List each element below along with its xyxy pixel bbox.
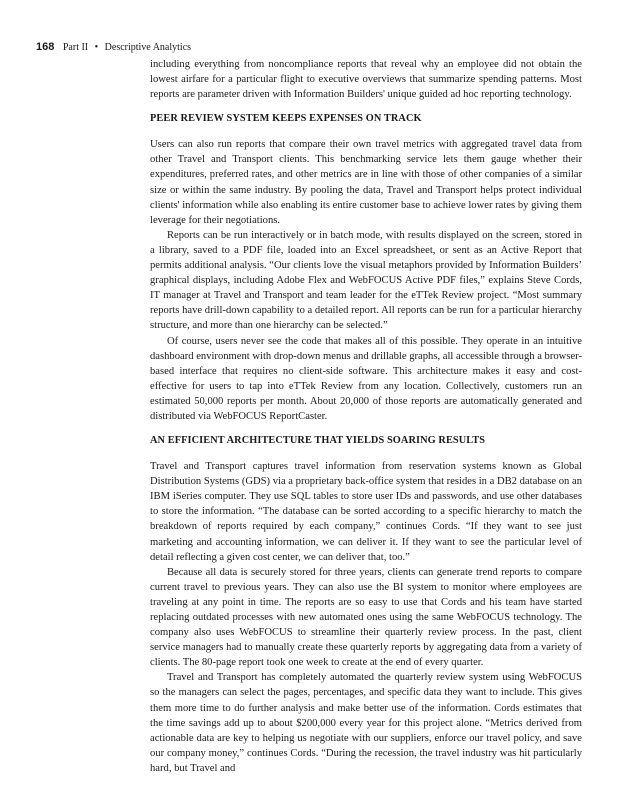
page-body [150, 57, 582, 776]
intro-paragraph: including everything from noncompliance reports that reveal why an employee did not obtain the lowest airfare for a particular flight to executive overviews that summarize spending patterns. Most reports are parameter driven with Information Builders' unique guided ad hoc reporting technology. [150, 59, 582, 101]
running-head [36, 40, 191, 55]
running-head-separator: • [94, 42, 99, 53]
part-label: Part II [62, 42, 89, 53]
paragraph: Travel and Transport captures travel information from reservation systems known as Global Distribution Systems (GDS) via a proprietary back-office system that resides in a DB2 database on an IBM iSeries computer. They use SQL tables to store user IDs and passwords, and use other databases to store the information. “The database can be sorted according to a specific hierarchy to match the breakdown of reports required by each company,” continues Cords. “If they want to see just marketing and accounting information, we can deliver it. If they want to see the particular level of detail reflecting a given cost center, we can deliver that, too.” [150, 461, 582, 563]
paragraph: Users can also run reports that compare their own travel metrics with aggregated travel data from other Travel and Transport clients. This benchmarking service lets them gauge whether their expenditures, preferred rates, and other metrics are in line with those of other companies of a similar size or within the same industry. By pooling the data, Travel and Transport helps protect individual clients' information while also enabling its entire customer base to achieve lower rates by giving them leverage for their negotiations. [150, 139, 582, 226]
section-heading-peer-review: PEER REVIEW SYSTEM KEEPS EXPENSES ON TRACK [150, 113, 422, 125]
paragraph: Of course, users never see the code that makes all of this possible. They operate in an intuitive dashboard environment with drop-down menus and drillable graphs, all accessible through a browser-based interface that requires no client-side software. This architecture makes it easy and cost-effective for users to tap into eTTek Review from any location. Collectively, customers run an estimated 50,000 reports per month. About 20,000 of those reports are automatically generated and distributed via WebFOCUS ReportCaster. [150, 335, 582, 422]
paragraph: Travel and Transport has completely automated the quarterly review system using WebFOCUS so the managers can select the pages, percentages, and specific data they want to include. This gives them more time to do further analysis and make better use of the information. Cords estimates that the time savings add up to about $200,000 every year for this project alone. “Metrics derived from actionable data are key to helping us negotiate with our suppliers, enforce our travel policy, and save our company money,” continues Cords. “During the recession, the travel industry was hit particularly hard, but Travel and [150, 672, 582, 774]
page-number: 168 [36, 41, 55, 53]
paragraph: Reports can be run interactively or in batch mode, with results displayed on the screen, stored in a library, saved to a PDF file, loaded into an Excel spreadsheet, or sent as an Active Report that permits additional analysis. “Our clients love the visual metaphors provided by Information Builders’ graphical displays, including Adobe Flex and WebFOCUS Active PDF files,” explains Steve Cords, IT manager at Travel and Transport and team leader for the eTTek Review project. “Most summary reports have drill-down capability to a detailed report. All reports can be run for a particular hierarchy structure, and more than one hierarchy can be selected.” [150, 229, 582, 332]
section-label: Descriptive Analytics [104, 42, 192, 53]
section-heading-efficient-architecture: AN EFFICIENT ARCHITECTURE THAT YIELDS SOARING RESULTS [150, 435, 486, 447]
paragraph: Because all data is securely stored for three years, clients can generate trend reports to compare current travel to previous years. They can also use the BI system to monitor where employees are traveling at any point in time. The reports are so easy to use that Cords and his team have started replacing outdated processes with new automated ones using the same WebFOCUS technology. The company also uses WebFOCUS to streamline their quarterly review process. In the past, client service managers had to manually create these quarterly reports by aggregating data from a variety of clients. The 80-page report took one week to create at the end of every quarter. [150, 566, 582, 669]
